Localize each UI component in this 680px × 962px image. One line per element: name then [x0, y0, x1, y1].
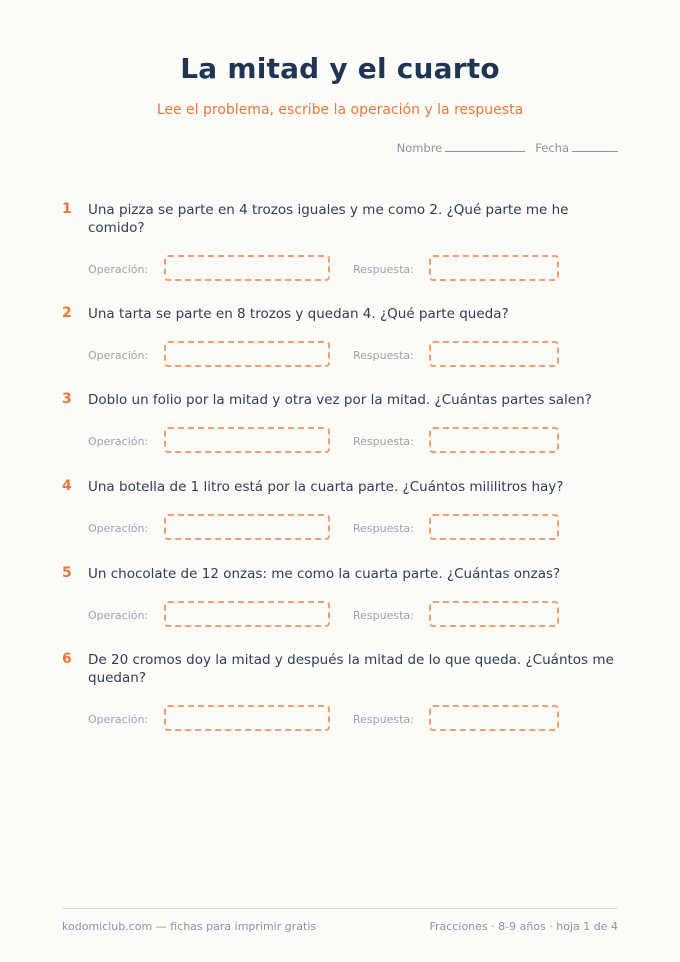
footer-divider	[62, 908, 618, 909]
answer-box[interactable]	[429, 705, 559, 731]
name-field[interactable]	[397, 139, 526, 155]
footer-sheet-info: Fracciones · 8-9 años · hoja 1 de 4	[429, 920, 618, 933]
answer-label: Respuesta:	[353, 522, 414, 535]
question-2	[62, 305, 622, 375]
operation-label: Operación:	[88, 609, 149, 622]
question-number: 1	[62, 201, 72, 217]
question-text: De 20 cromos doy la mitad y después la mitad de lo que queda. ¿Cuántos me quedan?	[88, 652, 614, 686]
answer-box[interactable]	[429, 341, 559, 367]
answer-row	[88, 255, 568, 283]
answer-box[interactable]	[429, 427, 559, 453]
date-field[interactable]	[535, 139, 618, 155]
question-4	[62, 478, 622, 548]
operation-box[interactable]	[164, 255, 330, 281]
question-number: 5	[62, 565, 72, 581]
operation-label: Operación:	[88, 435, 149, 448]
question-3	[62, 391, 622, 461]
question-text: Un chocolate de 12 onzas: me como la cuarta parte. ¿Cuántas onzas?	[88, 566, 561, 582]
question-1	[62, 201, 622, 291]
question-number: 2	[62, 305, 72, 321]
name-label: Nombre	[396, 141, 443, 155]
answer-box[interactable]	[429, 255, 559, 281]
question-number: 4	[62, 478, 72, 494]
page-title: La mitad y el cuarto	[180, 52, 500, 85]
answer-label: Respuesta:	[353, 713, 414, 726]
question-text: Una tarta se parte en 8 trozos y quedan 4. ¿Qué parte queda?	[88, 306, 509, 322]
operation-box[interactable]	[164, 514, 330, 540]
operation-label: Operación:	[88, 522, 149, 535]
answer-label: Respuesta:	[353, 263, 414, 276]
footer-site: kodomiclub.com — fichas para imprimir gratis	[62, 920, 317, 933]
question-text: Una pizza se parte en 4 trozos iguales y me como 2. ¿Qué parte me he comido?	[88, 202, 569, 236]
question-5	[62, 565, 622, 635]
operation-box[interactable]	[164, 427, 330, 453]
answer-row	[88, 705, 568, 733]
answer-row	[88, 341, 568, 369]
answer-row	[88, 514, 568, 542]
page-subtitle: Lee el problema, escribe la operación y la respuesta	[156, 102, 524, 118]
date-blank[interactable]	[572, 139, 618, 152]
operation-label: Operación:	[88, 263, 149, 276]
answer-row	[88, 427, 568, 455]
answer-label: Respuesta:	[353, 349, 414, 362]
name-blank[interactable]	[445, 139, 525, 152]
answer-box[interactable]	[429, 601, 559, 627]
operation-label: Operación:	[88, 713, 149, 726]
operation-box[interactable]	[164, 341, 330, 367]
operation-label: Operación:	[88, 349, 149, 362]
question-number: 3	[62, 391, 72, 407]
question-text: Una botella de 1 litro está por la cuarta parte. ¿Cuántos mililitros hay?	[88, 479, 564, 495]
answer-box[interactable]	[429, 514, 559, 540]
date-label: Fecha	[535, 141, 569, 155]
operation-box[interactable]	[164, 601, 330, 627]
name-date-fields	[397, 139, 618, 155]
question-6	[62, 651, 622, 741]
answer-label: Respuesta:	[353, 435, 414, 448]
question-text: Doblo un folio por la mitad y otra vez por la mitad. ¿Cuántas partes salen?	[88, 392, 592, 408]
answer-row	[88, 601, 568, 629]
answer-label: Respuesta:	[353, 609, 414, 622]
operation-box[interactable]	[164, 705, 330, 731]
question-number: 6	[62, 651, 72, 667]
